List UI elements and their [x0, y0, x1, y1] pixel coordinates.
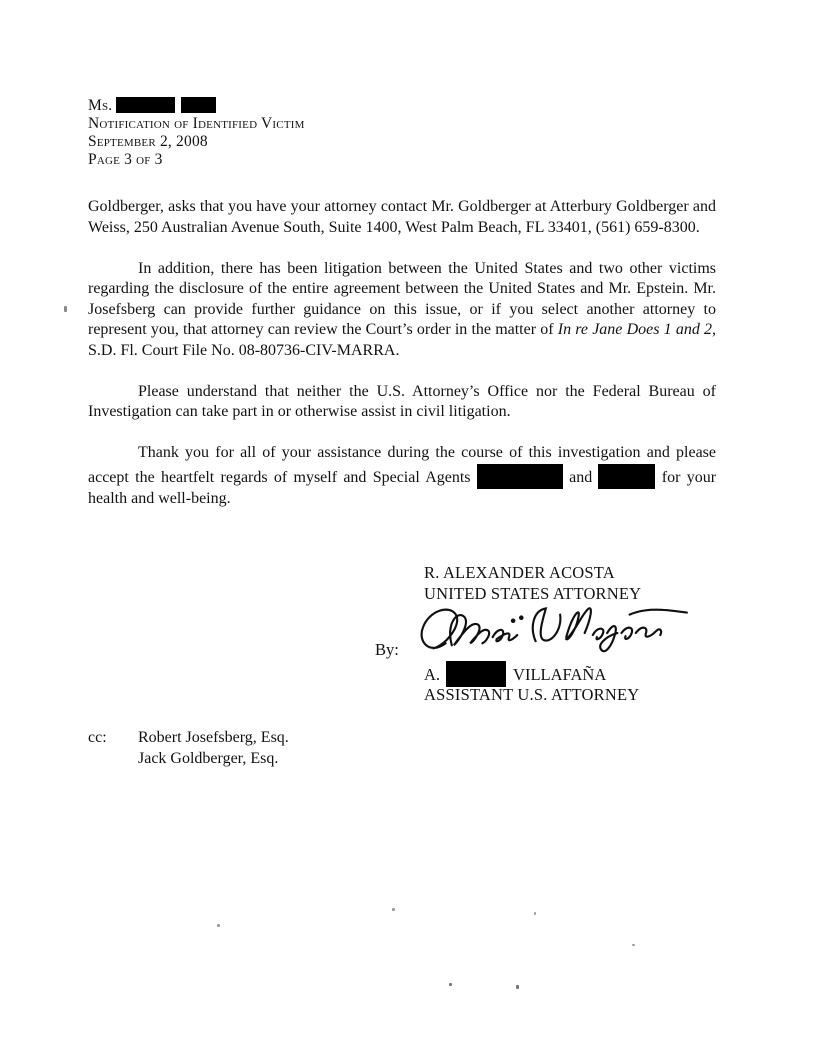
paragraph-disclaimer: Please understand that neither the U.S. Attorney’s Office nor the Federal Bureau of Investigation can take part in or otherwise assist in civil litigation. [88, 382, 716, 420]
signature-block [424, 562, 641, 604]
redaction-box [446, 661, 506, 687]
cc-names [138, 728, 289, 769]
subject-line: Notification of Identified Victim [88, 115, 305, 132]
scan-speck [534, 912, 536, 915]
cc-name: Robert Josefsberg, Esq. [138, 729, 289, 746]
cc-row [88, 728, 289, 769]
redaction-box [116, 97, 175, 113]
paragraph-thanks-text: Thank you for all of your assistance during the course of this investigation and please accept the heartfelt regards of myself and Special Agents [88, 444, 716, 486]
paragraph-thanks [88, 443, 716, 509]
redaction-box [477, 464, 563, 489]
paragraph-thanks-text-end: for your health and well-being. [88, 468, 717, 507]
cc-name: Jack Goldberger, Esq. [138, 749, 279, 767]
scan-speck [632, 944, 635, 946]
paragraph-litigation [88, 259, 716, 362]
attorney-name-line [424, 661, 606, 687]
signer-title: UNITED STATES ATTORNEY [424, 584, 642, 603]
letter-body [88, 197, 716, 530]
cc-label: cc: [88, 729, 107, 746]
scan-speck [217, 924, 220, 927]
redaction-box [598, 464, 655, 489]
paragraph-litigation-text-end: , S.D. Fl. Court File No. 08-80736-CIV-MARRA. [88, 321, 717, 359]
page-number-line: Page 3 of 3 [88, 151, 163, 168]
letter-header [88, 97, 305, 169]
date-line: September 2, 2008 [88, 133, 208, 150]
scan-speck [449, 983, 452, 986]
paragraph-litigation-text: In addition, there has been litigation between the United States and two other victims regarding the disclosure of the entire agreement between the United States and Mr. Epstein. Mr. Josefsberg can provide further guidance on this issue, or if you select another attorney to represent you, that attorney can review the Court’s order in the matter of [88, 259, 716, 338]
cc-block [88, 728, 289, 769]
signature-image [415, 601, 693, 663]
scan-speck [392, 908, 395, 911]
recipient-line [88, 97, 305, 115]
by-label: By: [375, 640, 399, 659]
paragraph-thanks-and: and [569, 468, 593, 486]
attorney-last: VILLAFAÑA [513, 665, 607, 684]
scan-speck [516, 985, 519, 989]
case-citation: In re Jane Does 1 and 2 [557, 321, 713, 338]
attorney-first: A. [424, 665, 441, 684]
signer-name: R. ALEXANDER ACOSTA [424, 563, 615, 582]
attorney-title: ASSISTANT U.S. ATTORNEY [424, 685, 640, 704]
recipient-salutation: Ms. [88, 97, 113, 114]
paragraph-contact: Goldberger, asks that you have your attorney contact Mr. Goldberger at Atterbury Goldberger and Weiss, 250 Australian Avenue South, Suite 1400, West Palm Beach, FL 33401, (561) 659-8300. [88, 198, 716, 236]
redaction-box [181, 97, 216, 113]
scan-speck [64, 306, 67, 312]
